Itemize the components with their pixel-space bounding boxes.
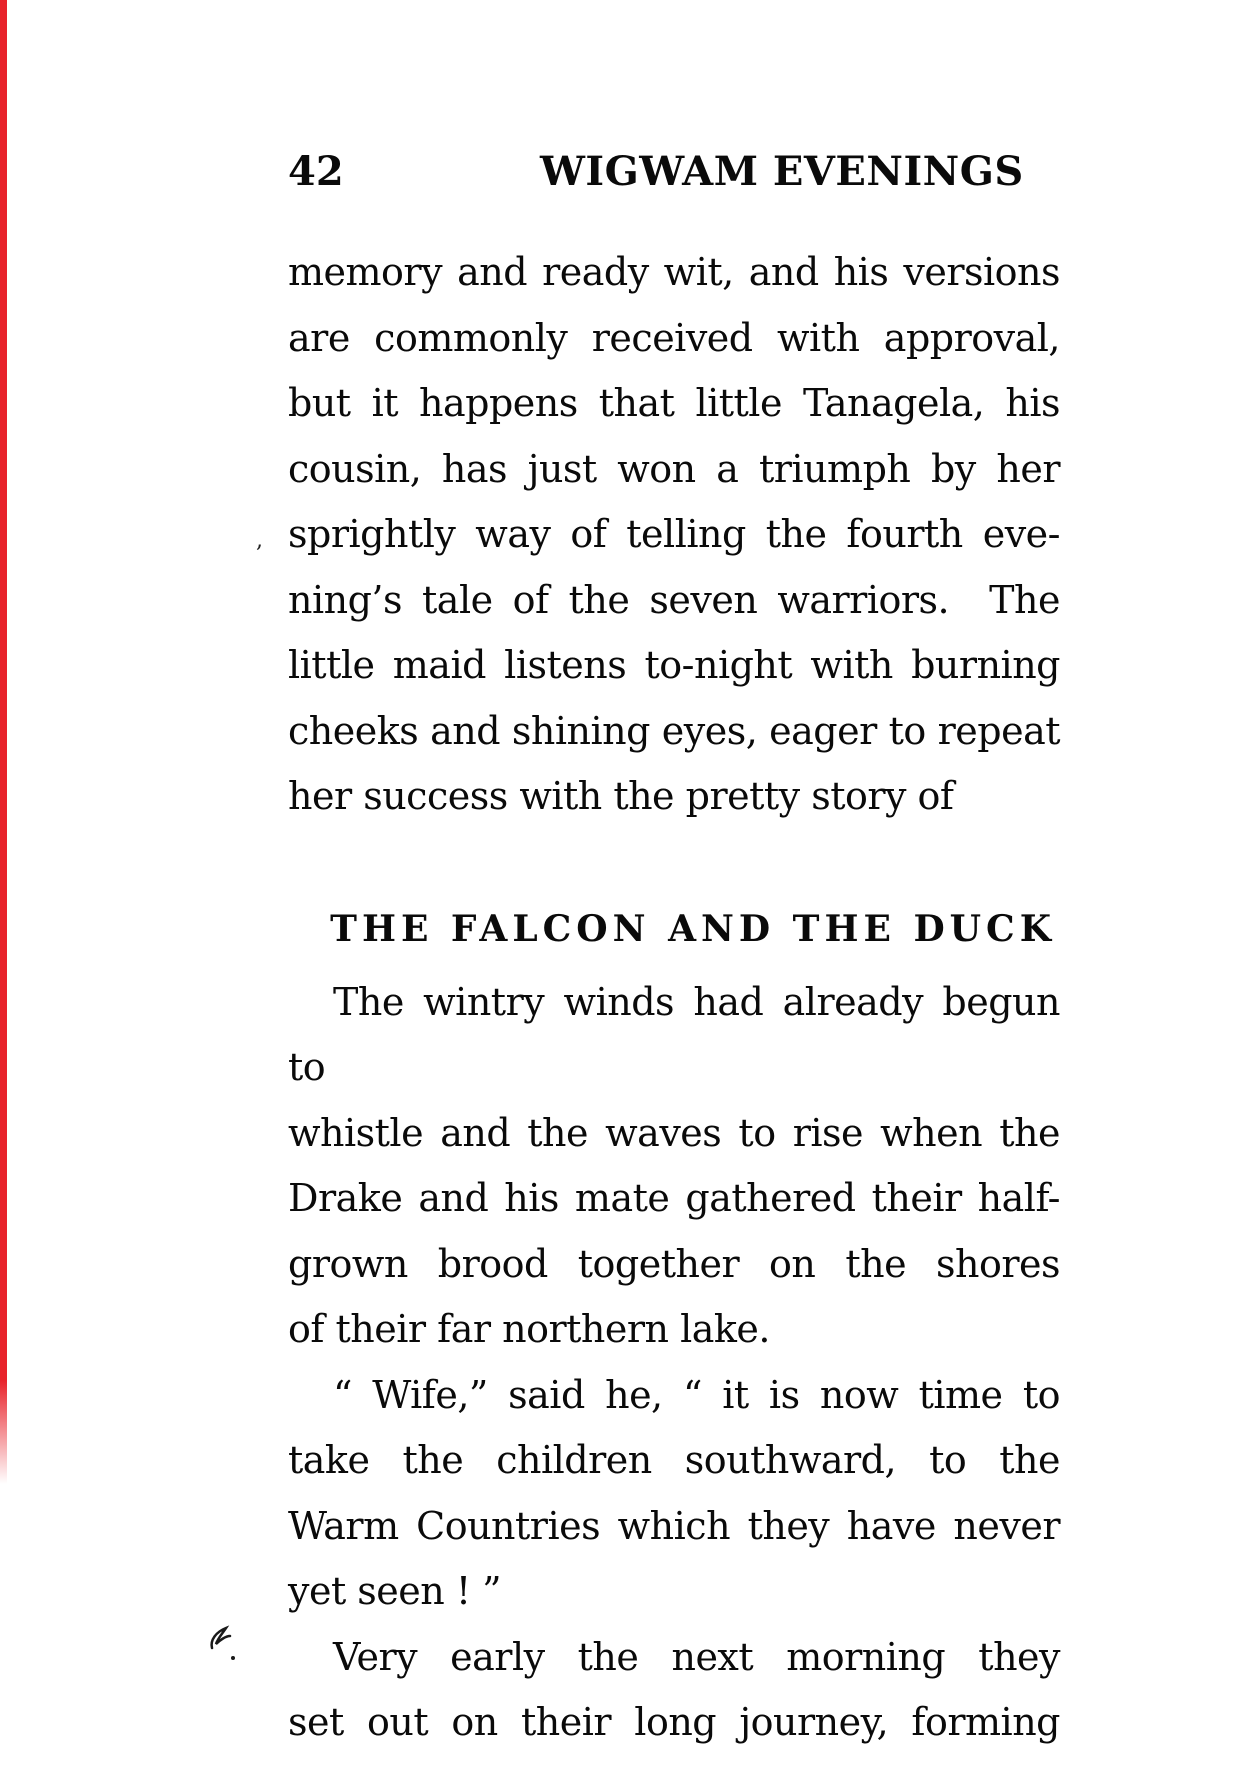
- paragraph4-line: set out on their long journey, forming: [288, 1700, 1060, 1744]
- paragraph3-line: “ Wife,” said he, “ it is now time to: [333, 1372, 1060, 1417]
- paragraph1-line: little maid listens to-night with burning: [288, 643, 1060, 687]
- stray-ink-mark: ,: [256, 528, 263, 553]
- paragraph4-line: Very early the next morning they: [333, 1634, 1060, 1679]
- paragraph1-line: cheeks and shining eyes, eager to repeat: [288, 708, 1060, 753]
- paragraph2-line: of their far northern lake.: [288, 1307, 770, 1351]
- paragraph2-line: Drake and his mate gathered their half-: [288, 1176, 1060, 1220]
- paragraph3-line: Warm Countries which they have never: [288, 1503, 1060, 1548]
- running-header: [288, 150, 1060, 196]
- paragraph1-line: cousin, has just won a triumph by her: [288, 446, 1060, 491]
- paragraph1-line: are commonly received with approval,: [288, 315, 1060, 360]
- paragraph1-line: but it happens that little Tanagela, his: [288, 381, 1060, 425]
- paragraph3-line: yet seen ! ”: [288, 1569, 502, 1613]
- text-column: [288, 240, 1060, 1756]
- red-scan-edge-artifact: [0, 0, 7, 1484]
- story-heading: THE FALCON AND THE DUCK: [330, 907, 1056, 950]
- paragraph2-line: The wintry winds had already begun to: [288, 979, 1060, 1089]
- paragraph1-line: sprightly way of telling the fourth eve-: [288, 512, 1060, 556]
- paragraph1-line: her success with the pretty story of: [288, 774, 954, 818]
- paragraph1-line: ning’s tale of the seven warriors. The: [288, 577, 1060, 622]
- paragraph1-line: memory and ready wit, and his versions: [288, 250, 1060, 294]
- page-number: 42: [288, 148, 344, 195]
- paragraph2-line: whistle and the waves to rise when the: [288, 1110, 1060, 1155]
- book-title-header: WIGWAM EVENINGS: [540, 148, 1024, 195]
- ink-smudge-artifact: [206, 1620, 242, 1664]
- paragraph3-line: take the children southward, to the: [288, 1438, 1060, 1482]
- paragraph2-line: grown brood together on the shores: [288, 1241, 1060, 1286]
